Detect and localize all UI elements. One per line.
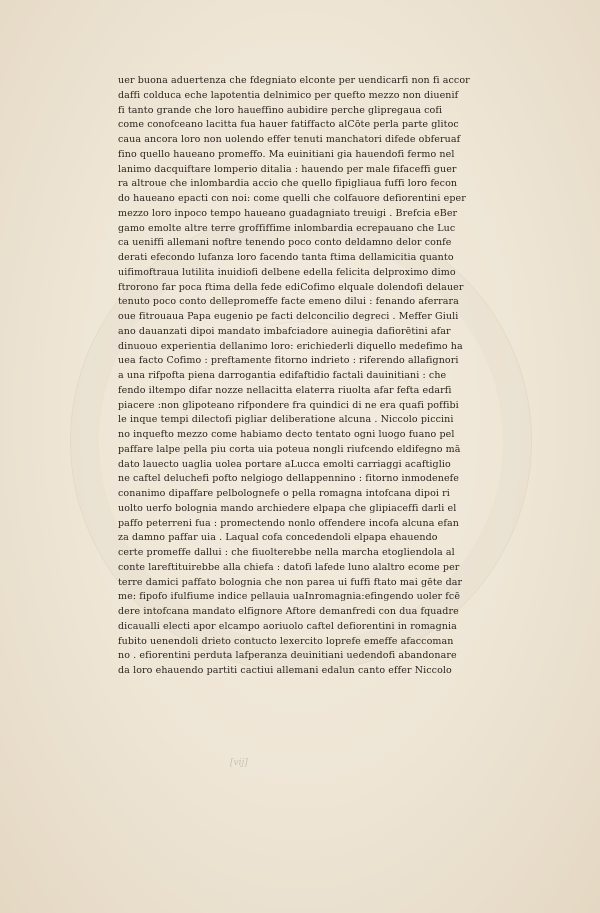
text-line: derati efecondo lufanza loro facendo tanta ftima dellamicitia quanto [118,252,454,263]
text-line: ne caftel deluchefi pofto nelgiogo dellappennino : fitorno inmodenefe [118,473,460,485]
text-line: oue fitrouaua Papa eugenio pe facti delconcilio degreci . Meffer Giuli [118,311,459,322]
text-line: ca ueniffi allemani noftre tenendo poco conto deldamno delor confe [118,237,452,249]
text-line: paffare lalpe pella piu corta uia poteua nongli riufcendo eldifegno mā [118,443,461,455]
body-text [118,74,548,679]
text-line: za damno paffar uia . Laqual cofa concedendoli elpapa ehauendo [118,532,438,544]
text-line: uea facto Cofimo : preftamente fitorno indrieto : riferendo allafignori [118,355,459,367]
text-line: piacere :non glipoteano rifpondere fra quindici di ne era quafi poffibi [118,399,459,411]
text-line: dinuouo experientia dellanimo loro: erichiederli diquello medefimo ha [118,340,463,352]
text-line: paffo peterreni fua : promectendo nonlo offendere incofa alcuna efan [118,517,459,529]
text-line: uolto uerfo bolognia mando archiedere elpapa che glipiaceffi darli el [118,502,457,514]
text-line: lanimo dacquiftare lomperio ditalia : hauendo per male fifaceffi guer [118,163,457,175]
text-line: me: fipofo ifulfiume indice pellauia uaInromagnia:efingendo uoler fcē [118,591,461,603]
text-line: ra altroue che inlombardia accio che quello fipigliaua fuffi loro fecon [118,178,458,190]
text-line: ftrorono far poca ftima della fede ediCofimo elquale dolendofi delauer [118,281,464,293]
text-line: gamo emolte altre terre groffiffime inlombardia ecrepauano che Luc [118,222,456,234]
text-line: no inquefto mezzo come habiamo decto tentato ogni luogo fuano pel [118,429,455,440]
text-line: terre damici paffato bolognia che non parea ui fuffi ftato mai gēte dar [118,576,463,588]
text-line: no . efiorentini perduta lafperanza deuinitiani uedendofi abandonare [118,650,457,662]
text-line: fubito uenendoli drieto contucto lexercito loprefe emeffe afaccoman [118,635,454,647]
text-line: fendo iltempo difar nozze nellacitta elaterra riuolta afar fefta edarfi [118,384,452,396]
text-line: mezzo loro inpoco tempo haueano guadagniato treuigi . Brefcia eBer [118,207,458,219]
text-line: daffi colduca eche lapotentia delnimico per quefto mezzo non diuenif [118,89,459,101]
text-line: conanimo dipaffare pelbolognefe o pella romagna intofcana dipoi ri [118,488,450,499]
text-line: fi tanto grande che loro haueffino aubidire perche glipregaua cofi [118,104,443,116]
text-line: dicaualli electi apor elcampo aoriuolo caftel defiorentini in romagnia [118,620,457,632]
text-line: ano dauanzati dipoi mandato imbafciadore auinegia dafiorētini afar [118,325,451,337]
faint-folio-mark: [vij] [230,758,248,768]
text-line: conte lareftituirebbe alla chiefa : datofi lafede luno alaltro ecome per [118,561,460,573]
text-line: certe promeffe dallui : che fiuolterebbe nella marcha etogliendola al [118,547,455,558]
text-line: come conofceano lacitta fua hauer fatiffacto alCōte perla parte glitoc [118,119,459,131]
text-line: uer buona aduertenza che fdegniato elconte per uendicarfi non fi accor [118,75,470,86]
text-line: a una rifpofta piena darrogantia edifaftidio factali dauinitiani : che [118,370,447,381]
text-line: do haueano epacti con noi: come quelli che colfauore defiorentini eper [118,193,466,204]
text-line: dato lauecto uaglia uolea portare aLucca emolti carriaggi acaftiglio [118,458,451,470]
text-line: fino quello haueano promeffo. Ma euinitiani gia hauendofi fermo nel [118,148,455,160]
text-line: dere intofcana mandato elfignore Aftore demanfredi con dua fquadre [118,606,459,617]
text-line: le inque tempi dilectofi pigliar deliberatione alcuna . Niccolo piccini [118,414,454,426]
text-line: tenuto poco conto dellepromeffe facte emeno dilui : fenando aferrara [118,296,459,308]
text-line: uifimoftraua lutilita inuidiofi delbene edella felicita delproximo dimo [118,266,456,278]
text-line: caua ancora loro non uolendo effer tenuti manchatori difede obferuaf [118,134,461,145]
text-line: da loro ehauendo partiti cactiui allemani edalun canto effer Niccolo [118,665,452,676]
